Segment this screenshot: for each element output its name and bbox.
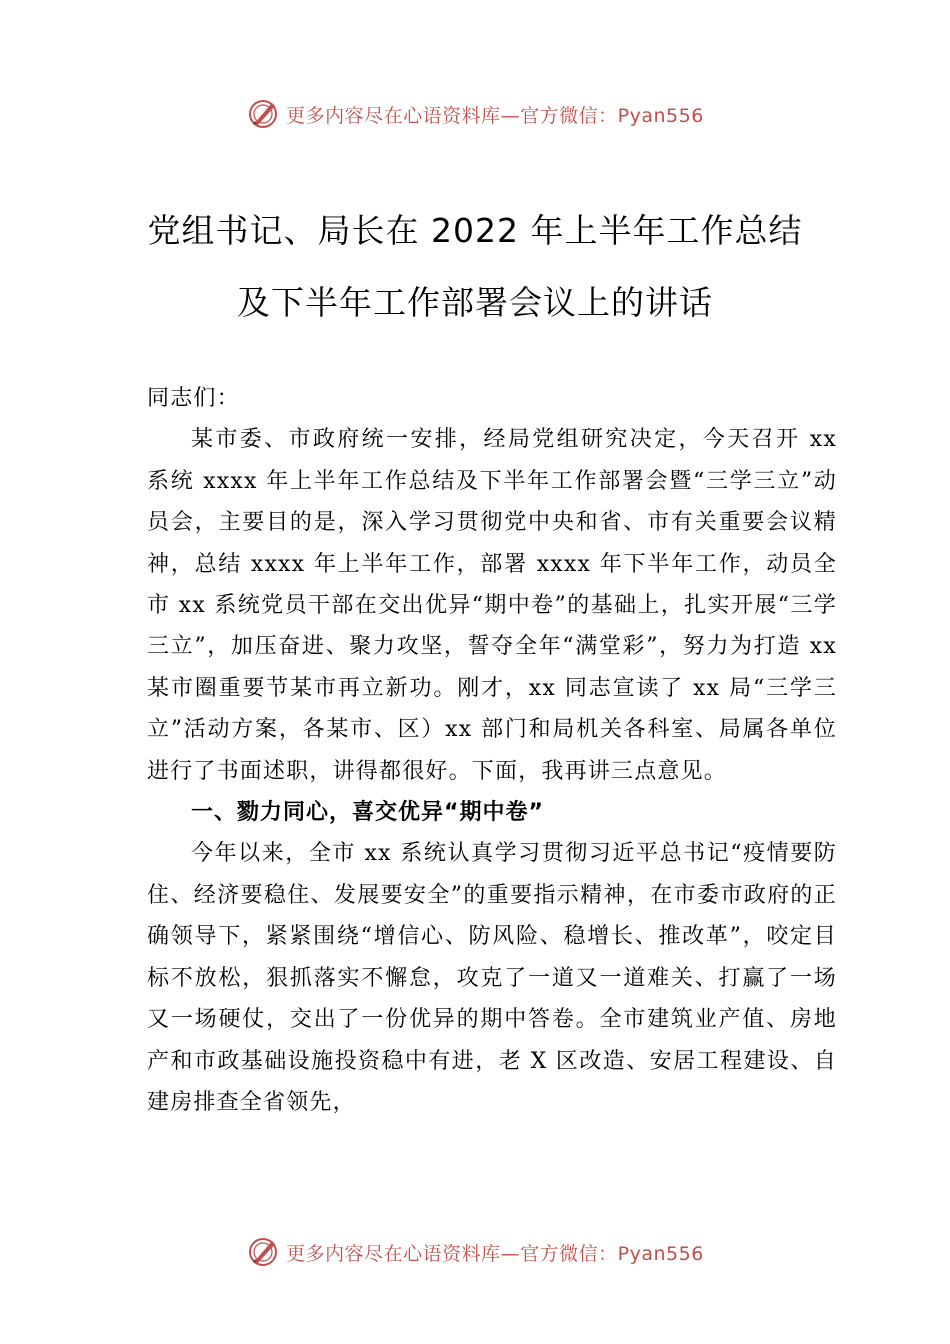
header-banner — [0, 94, 950, 134]
section-heading-1: 一、勠力同心，喜交优异“期中卷” — [191, 800, 544, 826]
quill-pen-logo-icon — [246, 1235, 280, 1269]
paragraph-section-1: 今年以来，全市 xx 系统认真学习贯彻习近平总书记“疫情要防住、经济要稳住、发展要安全”的重要指示精神，在市委市政府的正确领导下，紧紧围绕“增信心、防风险、稳增长、推改革”，咬定目标不放松，狠抓落实不懈怠，攻克了一道又一道难关、打赢了一场又一场硬仗，交出了一份优异的期中答卷。全市建筑业产值、房地产和市政基础设施投资稳中有进，老 X 区改造、安居工程建设、自建房排查全省领先， — [147, 841, 837, 1115]
salutation: 同志们： — [147, 386, 240, 411]
document-body — [147, 378, 837, 1123]
document-title-line-1: 党组书记、局长在 2022 年上半年工作总结 — [147, 211, 803, 250]
footer-banner — [0, 1232, 950, 1272]
banner-text: 更多内容尽在心语资料库—官方微信：Pyan556 — [286, 1242, 704, 1265]
paragraph-intro: 某市委、市政府统一安排，经局党组研究决定，今天召开 xx 系统 xxxx 年上半年工作总结及下半年工作部署会暨“三学三立”动员会，主要目的是，深入学习贯彻党中央和省、市有关重要会议精神，总结 xxxx 年上半年工作，部署 xxxx 年下半年工作，动员全市 xx 系统党员干部在交出优异“期中卷”的基础上，扎实开展“三学三立”，加压奋进、聚力攻坚，誓夺全年“满堂彩”，努力为打造 xx 某市圈重要节某市再立新功。刚才，xx 同志宣读了 xx 局“三学三立”活动方案，各某市、区）xx 部门和局机关各科室、局属各单位进行了书面述职，讲得都很好。下面，我再讲三点意见。 — [147, 427, 837, 784]
quill-pen-logo-icon — [246, 97, 280, 131]
header-banner-content — [246, 97, 704, 131]
footer-banner-content — [246, 1235, 704, 1269]
banner-text: 更多内容尽在心语资料库—官方微信：Pyan556 — [286, 104, 704, 127]
document-title-line-2: 及下半年工作部署会议上的讲话 — [237, 283, 713, 322]
